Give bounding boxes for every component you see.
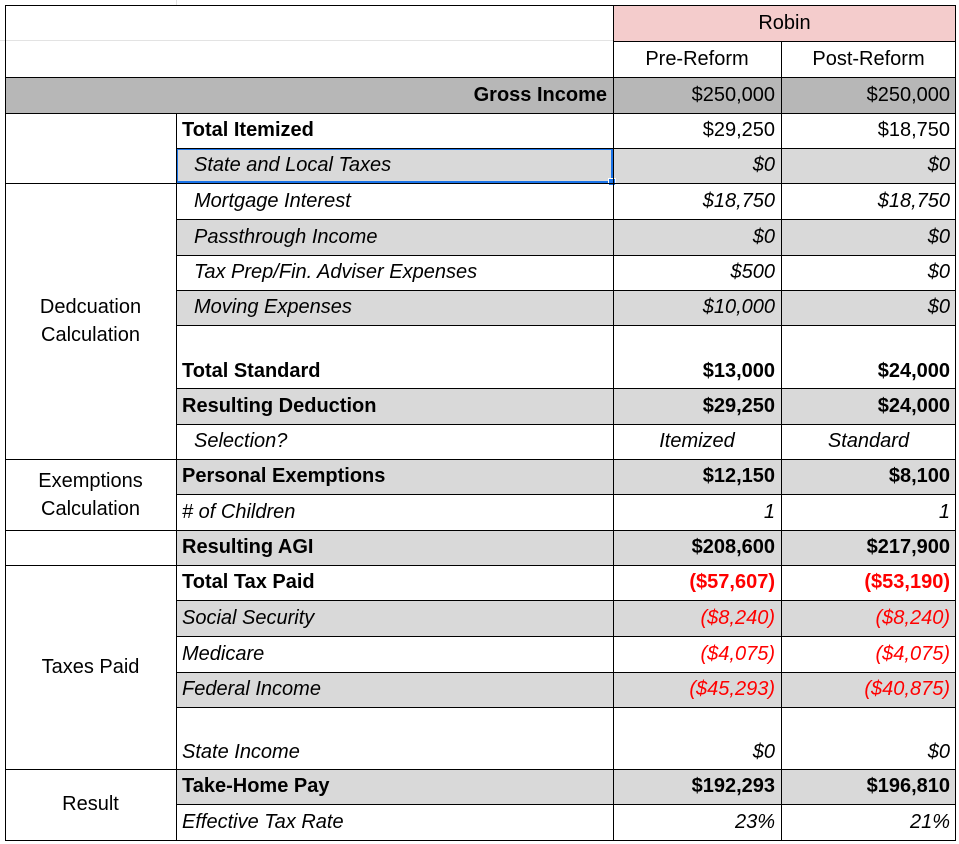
gross-income-post[interactable]: $250,000: [781, 77, 956, 113]
row-post-social-security[interactable]: ($8,240): [781, 600, 956, 636]
border-row: [5, 530, 956, 531]
border-post-col: [781, 41, 782, 840]
border-row: [176, 494, 956, 495]
row-pre-state-local-taxes[interactable]: $0: [613, 148, 781, 183]
row-pre-federal-income[interactable]: ($45,293): [613, 672, 781, 707]
row-post-take-home-pay[interactable]: $196,810: [781, 769, 956, 804]
border-row: [176, 325, 956, 326]
section-taxes-paid[interactable]: Taxes Paid: [41, 655, 140, 678]
row-label-mortgage-interest[interactable]: Mortgage Interest: [194, 189, 351, 212]
border-label-col: [176, 113, 177, 840]
row-label-passthrough-income[interactable]: Passthrough Income: [176, 219, 613, 255]
section-exemptions[interactable]: [5, 459, 176, 530]
gross-income-label[interactable]: Gross Income: [5, 77, 613, 113]
border-row: [613, 41, 956, 42]
row-pre-moving-expenses[interactable]: $10,000: [613, 290, 781, 325]
row-label-total-standard[interactable]: Total Standard: [182, 360, 321, 382]
border-row: [5, 183, 956, 184]
row-pre-total-standard[interactable]: $13,000: [702, 360, 775, 382]
border-row: [176, 424, 956, 425]
row-pre-personal-exemptions[interactable]: $12,150: [613, 459, 781, 494]
gross-income-pre[interactable]: $250,000: [613, 77, 781, 113]
border-row: [176, 290, 956, 291]
row-pre-resulting-agi[interactable]: $208,600: [613, 530, 781, 565]
row-post-medicare[interactable]: ($4,075): [875, 642, 950, 665]
row-pre-total-tax-paid[interactable]: ($57,607): [689, 571, 775, 593]
row-post-selection[interactable]: Standard: [827, 430, 910, 452]
row-post-total-tax-paid[interactable]: ($53,190): [864, 571, 950, 593]
row-post-effective-tax-rate[interactable]: 21%: [909, 810, 950, 833]
row-post-state-income[interactable]: $0: [927, 741, 950, 763]
border-row: [5, 77, 956, 78]
row-label-selection[interactable]: Selection?: [194, 430, 288, 452]
border-row: [5, 113, 956, 114]
row-post-total-itemized[interactable]: $18,750: [877, 119, 950, 141]
border-row: [176, 388, 956, 389]
section-result[interactable]: Result: [62, 793, 119, 815]
row-label-federal-income[interactable]: Federal Income: [176, 672, 613, 707]
row-label-personal-exemptions[interactable]: Personal Exemptions: [176, 459, 613, 494]
row-label-social-security[interactable]: Social Security: [176, 600, 613, 636]
section-deduction[interactable]: [5, 183, 176, 459]
row-label-medicare[interactable]: Medicare: [182, 642, 265, 665]
row-label-take-home-pay[interactable]: Take-Home Pay: [176, 769, 613, 804]
row-pre-medicare[interactable]: ($4,075): [700, 642, 775, 665]
border-right: [955, 5, 956, 840]
border-bottom: [5, 840, 956, 841]
pre-reform-header[interactable]: Pre-Reform: [645, 47, 749, 70]
border-row: [176, 636, 956, 637]
row-pre-total-itemized[interactable]: $29,250: [702, 119, 775, 141]
fill-handle[interactable]: [608, 178, 616, 186]
border-row: [5, 459, 956, 460]
border-left: [5, 5, 6, 840]
row-pre-take-home-pay[interactable]: $192,293: [613, 769, 781, 804]
row-label-total-tax-paid[interactable]: Total Tax Paid: [182, 571, 315, 593]
person-header[interactable]: Robin: [613, 5, 956, 41]
row-label-state-local-taxes[interactable]: State and Local Taxes: [176, 148, 613, 183]
row-label-moving-expenses[interactable]: Moving Expenses: [176, 290, 613, 325]
row-post-resulting-deduction[interactable]: $24,000: [781, 388, 956, 424]
post-reform-header[interactable]: Post-Reform: [812, 47, 925, 70]
row-post-mortgage-interest[interactable]: $18,750: [877, 189, 950, 212]
row-post-tax-prep[interactable]: $0: [927, 261, 950, 283]
row-pre-num-children[interactable]: 1: [763, 500, 775, 523]
row-pre-resulting-deduction[interactable]: $29,250: [613, 388, 781, 424]
border-row: [176, 600, 956, 601]
border-pre-col: [613, 5, 614, 840]
border-row: [176, 219, 956, 220]
border-row: [176, 672, 956, 673]
row-post-federal-income[interactable]: ($40,875): [781, 672, 956, 707]
row-post-state-local-taxes[interactable]: $0: [781, 148, 956, 183]
row-post-resulting-agi[interactable]: $217,900: [781, 530, 956, 565]
border-row: [176, 255, 956, 256]
row-post-personal-exemptions[interactable]: $8,100: [781, 459, 956, 494]
row-label-state-income[interactable]: State Income: [182, 741, 300, 763]
row-post-passthrough-income[interactable]: $0: [781, 219, 956, 255]
border-row: [176, 707, 956, 708]
row-pre-social-security[interactable]: ($8,240): [613, 600, 781, 636]
row-post-num-children[interactable]: 1: [938, 500, 950, 523]
border-row: [5, 565, 956, 566]
section-exemptions-text: Exemptions Calculation: [38, 469, 143, 520]
row-post-moving-expenses[interactable]: $0: [781, 290, 956, 325]
row-pre-tax-prep[interactable]: $500: [730, 261, 775, 283]
row-pre-state-income[interactable]: $0: [752, 741, 775, 763]
row-label-resulting-deduction[interactable]: Resulting Deduction: [176, 388, 613, 424]
row-label-tax-prep[interactable]: Tax Prep/Fin. Adviser Expenses: [194, 261, 478, 283]
border-top: [5, 5, 956, 6]
row-pre-mortgage-interest[interactable]: $18,750: [702, 189, 775, 212]
row-label-effective-tax-rate[interactable]: Effective Tax Rate: [182, 810, 344, 833]
row-pre-selection[interactable]: Itemized: [659, 430, 735, 452]
row-post-total-standard[interactable]: $24,000: [877, 360, 950, 382]
border-row: [5, 769, 956, 770]
row-pre-effective-tax-rate[interactable]: 23%: [734, 810, 775, 833]
row-label-resulting-agi[interactable]: Resulting AGI: [176, 530, 613, 565]
row-pre-passthrough-income[interactable]: $0: [613, 219, 781, 255]
row-label-num-children[interactable]: # of Children: [182, 500, 296, 523]
border-row: [176, 148, 956, 149]
border-row: [176, 804, 956, 805]
section-deduction-text: Dedcuation Calculation: [39, 296, 142, 346]
row-label-total-itemized[interactable]: Total Itemized: [182, 119, 314, 141]
